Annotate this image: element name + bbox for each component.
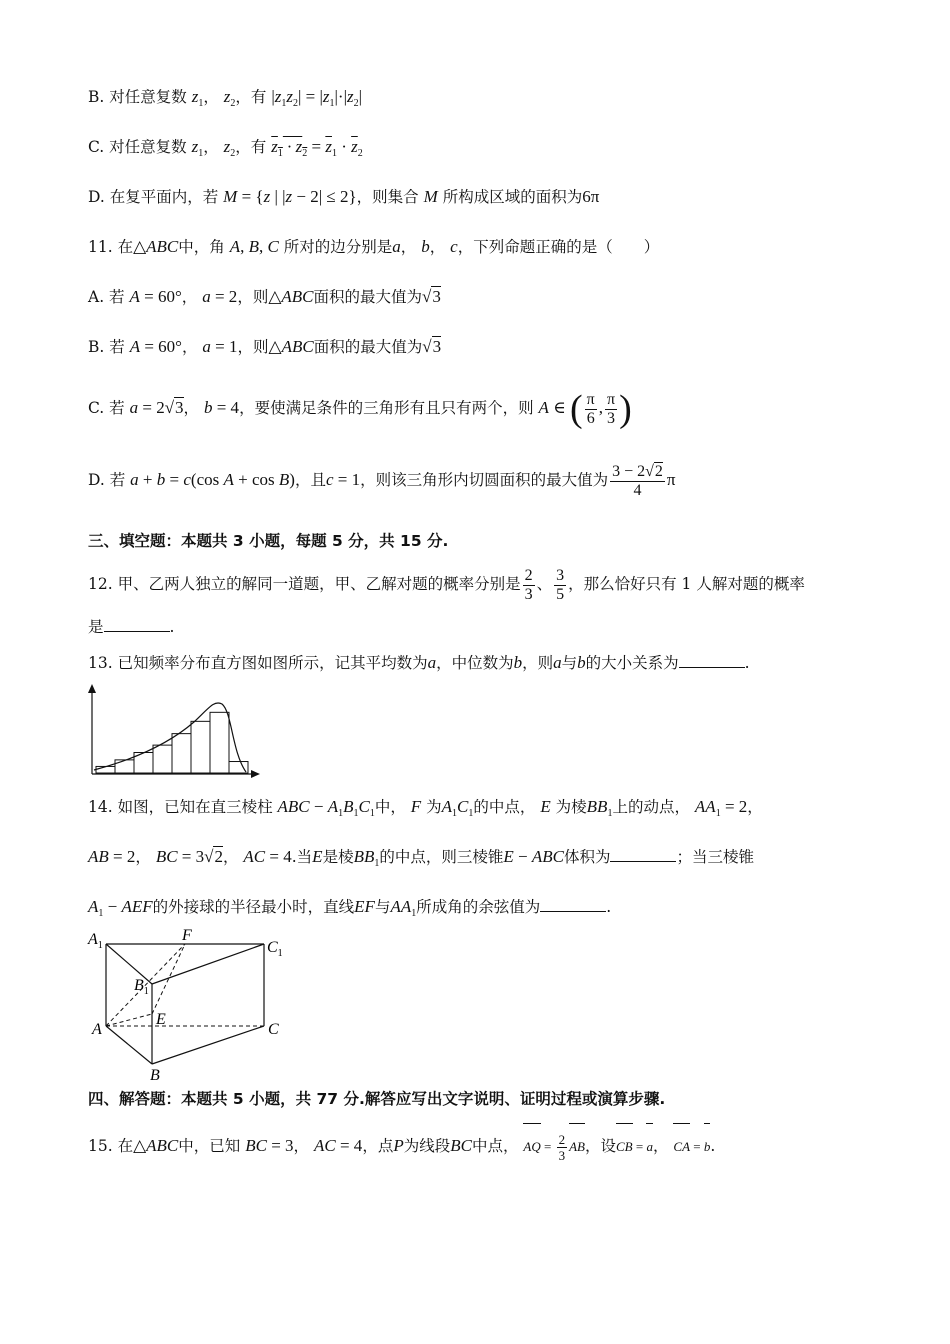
triangular-prism-figure	[84, 926, 294, 1082]
q10-option-b: B. 对任意复数 $z_1$， $z_2$，有 $|z_1z_2| = |z_1|\cdot|z_2|$	[88, 87, 363, 109]
answer-blank	[540, 897, 606, 912]
q14-line2: AB = 2， BC = 3√2， AC = 4.当E是棱$BB_1$的中点，则三棱锥E − ABC体积为 ；当三棱锥	[88, 847, 754, 869]
label-a: A	[92, 1021, 102, 1038]
answer-blank	[610, 847, 676, 862]
q11-option-a: A. 若 A = 60°， a = 2，则△ABC面积的最大值为√3	[88, 287, 441, 306]
q11-option-c: C. 若 a = 2√3， b = 4，要使满足条件的三角形有且只有两个，则 A ∈ ( $\frac{\pi}{6}$ , $\frac{\pi}{3}$ )	[88, 388, 632, 430]
label-f: F	[182, 927, 192, 944]
q12-line2: 是 .	[88, 618, 175, 636]
q10-option-d: D. 在复平面内，若 M = {z | |z − 2| ≤ 2}，则集合 M 所构成区域的面积为6π	[88, 187, 600, 206]
histogram-bar	[191, 721, 210, 773]
q10-option-c: C. 对任意复数 $z_1$， $z_2$，有 $z_1 \cdot z_2 = \overline{z}_1 \cdot \overline{z}_2$	[88, 137, 363, 159]
label-c: C	[268, 1021, 279, 1038]
histogram-bar	[115, 760, 134, 773]
section-3-title: 三、填空题：本题共 3 小题，每题 5 分，共 15 分.	[88, 532, 449, 550]
q12-line1: 12. 甲、乙两人独立的解同一道题，甲、乙解对题的概率分别是 $\frac{2}{3}$ 、 $\frac{3}{5}$ ，那么恰好只有 1 人解对题的概率	[88, 566, 805, 603]
label-a1: $A_1$	[88, 931, 103, 951]
q14-line1: 14. 如图，已知在直三棱柱 ABC − $A_1B_1C_1$中， F 为$A_1C_1$的中点， E 为棱$BB_1$上的动点， $AA_1 = 2$，	[88, 797, 763, 819]
answer-blank	[679, 653, 745, 668]
answer-blank	[104, 617, 170, 632]
label-c1: $C_1$	[267, 939, 283, 959]
histogram-bar	[172, 734, 191, 773]
histogram-bar	[153, 745, 172, 773]
histogram-bars	[96, 712, 248, 773]
q14-line3: $A_1$ − AEF的外接球的半径最小时，直线EF与$AA_1$所成角的余弦值为 .	[88, 897, 612, 919]
histogram-bar	[96, 766, 115, 773]
frequency-histogram	[84, 682, 264, 782]
histogram-bar	[210, 712, 229, 773]
q11-stem: 11. 在△ABC中，角 A, B, C 所对的边分别是a， b， c，下列命题正确的是（ ）	[88, 237, 660, 256]
section-4-title: 四、解答题：本题共 5 小题，共 77 分.解答应写出文字说明、证明过程或演算步骤.	[88, 1090, 666, 1108]
q11-option-d: D. 若 a + b = c(cos A + cos B)，且c = 1，则该三角形内切圆面积的最大值为 $\frac{3 - 2√2}{4}$ π	[88, 462, 676, 499]
q13-stem: 13. 已知频率分布直方图如图所示，记其平均数为a，中位数为b，则a与b的大小关系为 .	[88, 653, 750, 672]
q11-option-b: B. 若 A = 60°， a = 1，则△ABC面积的最大值为√3	[88, 337, 442, 356]
label-b1: $B_1$	[134, 977, 149, 997]
q15-stem: 15. 在△ABC中，已知 BC = 3， AC = 4，点P为线段BC中点， AQ = $\frac{2}{3}$ AB，设CB = a， CA = b.	[88, 1124, 715, 1169]
label-b: B	[150, 1067, 160, 1082]
label-e: E	[156, 1011, 166, 1028]
